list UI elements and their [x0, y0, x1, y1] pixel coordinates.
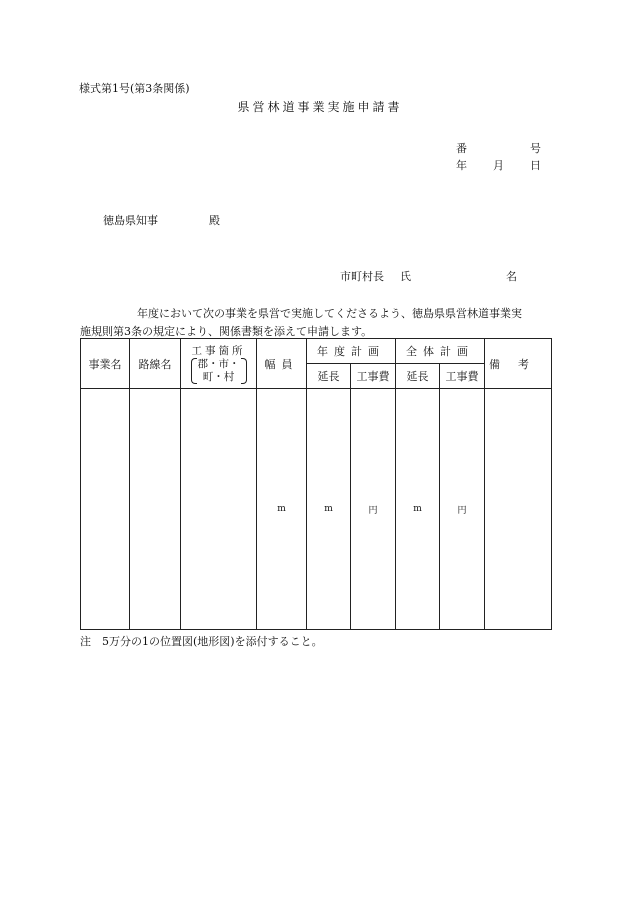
header-annual-cost: 工事費 — [351, 364, 396, 389]
header-annual-plan: 年度計画 — [307, 339, 396, 364]
date-year-label: 年 — [456, 159, 467, 172]
cell-annual-extension[interactable] — [307, 389, 351, 630]
date-month-label: 月 — [493, 159, 504, 172]
unit-annual-cost: 円 — [368, 505, 378, 516]
applicant-title: 市町村長 — [340, 270, 384, 283]
body-line-1: 年度において次の事業を県営で実施してくださるよう、徳島県県営林道事業実 — [137, 307, 522, 320]
number-suffix: 号 — [530, 142, 541, 155]
header-location-bracket — [191, 358, 247, 384]
header-annual-extension: 延長 — [307, 364, 351, 389]
number-label: 番 — [456, 142, 467, 155]
unit-total-cost: 円 — [457, 505, 467, 516]
project-table — [80, 338, 552, 630]
attachment-note: 注 5万分の1の位置図(地形図)を添付すること。 — [80, 635, 323, 648]
header-width: 幅員 — [257, 339, 307, 389]
honorific: 殿 — [209, 214, 220, 227]
header-total-extension: 延長 — [396, 364, 440, 389]
addressee: 徳島県知事 — [103, 214, 158, 227]
header-location-line1: 郡・市・ — [197, 357, 240, 370]
cell-location[interactable] — [181, 389, 257, 630]
header-route-name: 路線名 — [130, 339, 181, 389]
cell-route-name[interactable] — [130, 389, 181, 630]
header-remarks: 備考 — [485, 339, 552, 389]
applicant-name-mei: 名 — [506, 270, 517, 283]
applicant-name-shi: 氏 — [400, 270, 411, 283]
document-title: 県営林道事業実施申請書 — [237, 100, 403, 114]
date-day-label: 日 — [530, 159, 541, 172]
unit-total-extension: m — [413, 504, 422, 514]
cell-remarks[interactable] — [485, 389, 552, 630]
unit-annual-extension: m — [324, 504, 333, 514]
header-location-line2: 町・村 — [202, 370, 235, 383]
cell-annual-cost[interactable] — [351, 389, 396, 630]
header-project-name: 事業名 — [81, 339, 130, 389]
cell-total-cost[interactable] — [440, 389, 485, 630]
header-total-plan: 全体計画 — [396, 339, 485, 364]
form-number-label: 様式第1号(第3条関係) — [79, 82, 190, 95]
header-total-cost: 工事費 — [440, 364, 485, 389]
application-body — [80, 305, 550, 341]
cell-project-name[interactable] — [81, 389, 130, 630]
header-location-title: 工事箇所 — [191, 344, 246, 357]
body-line-2: 施規則第3条の規定により、関係書類を添えて申請します。 — [80, 325, 373, 338]
cell-width[interactable] — [257, 389, 307, 630]
cell-total-extension[interactable] — [396, 389, 440, 630]
header-location — [181, 339, 257, 389]
unit-width: m — [277, 504, 286, 514]
